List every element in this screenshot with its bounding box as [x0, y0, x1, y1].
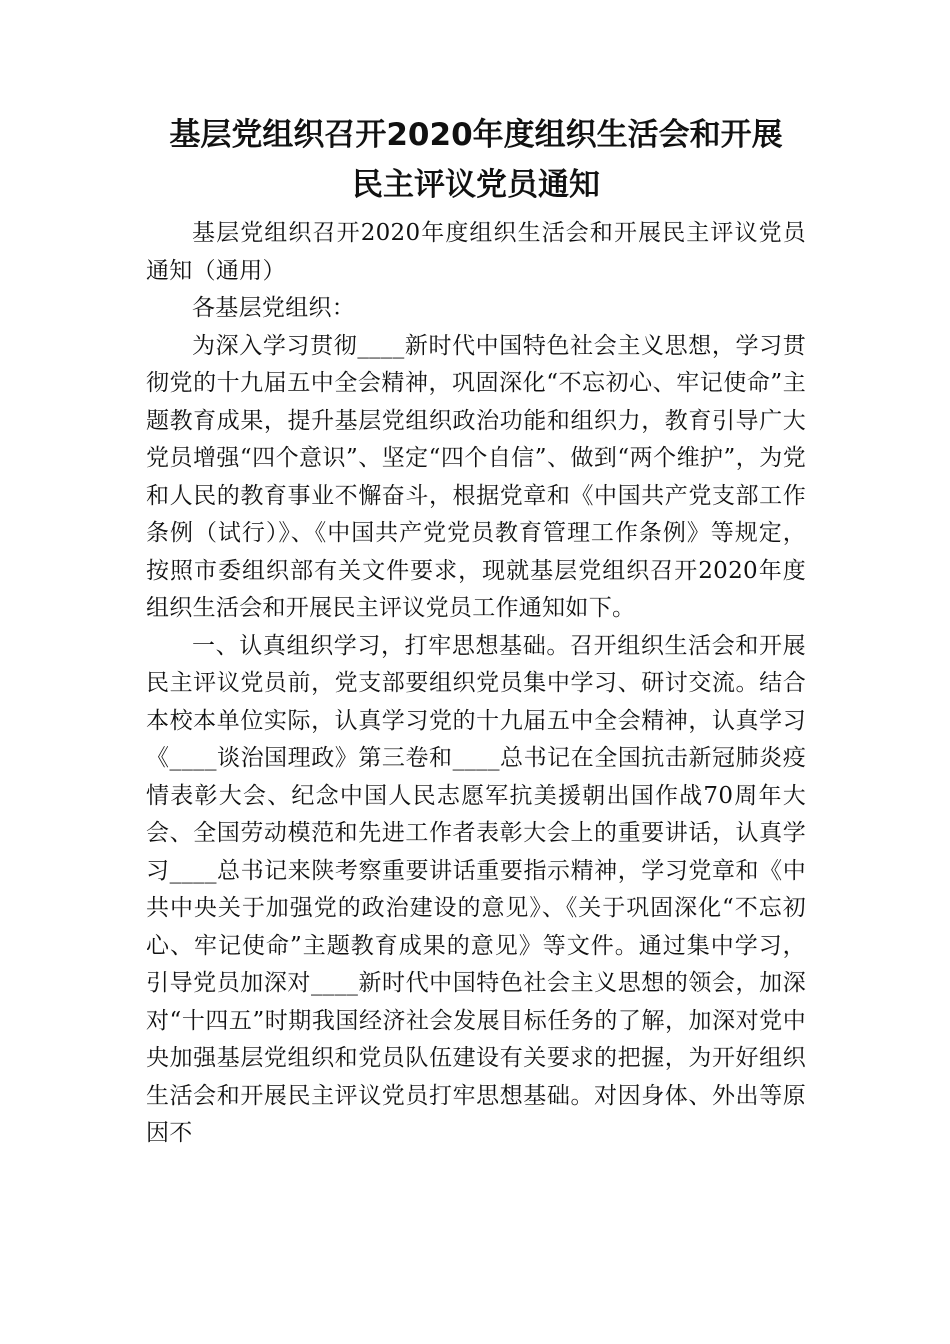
- subtitle-paragraph: 基层党组织召开2020年度组织生活会和开展民主评议党员通知（通用）: [146, 220, 806, 284]
- section-one-paragraph: 一、认真组织学习，打牢思想基础。召开组织生活会和开展民主评议党员前，党支部要组织党员集中学习、研讨交流。结合本校本单位实际，认真学习党的十九届五中全会精神，认真学习《____谈治国理政》第三卷和____总书记在全国抗击新冠肺炎疫情表彰大会、纪念中国人民志愿军抗美援朝出国作战70周年大会、全国劳动模范和先进工作者表彰大会上的重要讲话，认真学习____总书记来陕考察重要讲话重要指示精神，学习党章和《中共中央关于加强党的政治建设的意见》、《关于巩固深化“不忘初心、牢记使命”主题教育成果的意见》等文件。通过集中学习，引导党员加深对____新时代中国特色社会主义思想的领会，加深对“十四五”时期我国经济社会发展目标任务的了解，加深对党中央加强基层党组织和党员队伍建设有关要求的把握，为开好组织生活会和开展民主评议党员打牢思想基础。对因身体、外出等原因不: [146, 632, 806, 1146]
- title-line-2: 民主评议党员通知: [352, 167, 600, 203]
- intro-paragraph: 为深入学习贯彻____新时代中国特色社会主义思想，学习贯彻党的十九届五中全会精神，巩固深化“不忘初心、牢记使命”主题教育成果，提升基层党组织政治功能和组织力，教育引导广大党员增强“四个意识”、坚定“四个自信”、做到“两个维护”，为党和人民的教育事业不懈奋斗，根据党章和《中国共产党支部工作条例（试行）》、《中国共产党党员教育管理工作条例》等规定，按照市委组织部有关文件要求，现就基层党组织召开2020年度组织生活会和开展民主评议党员工作通知如下。: [146, 332, 806, 621]
- salutation-paragraph: 各基层党组织：: [192, 295, 356, 321]
- document-title: [146, 110, 806, 210]
- title-line-1: 基层党组织召开2020年度组织生活会和开展: [169, 117, 783, 153]
- document-page: [146, 110, 806, 1153]
